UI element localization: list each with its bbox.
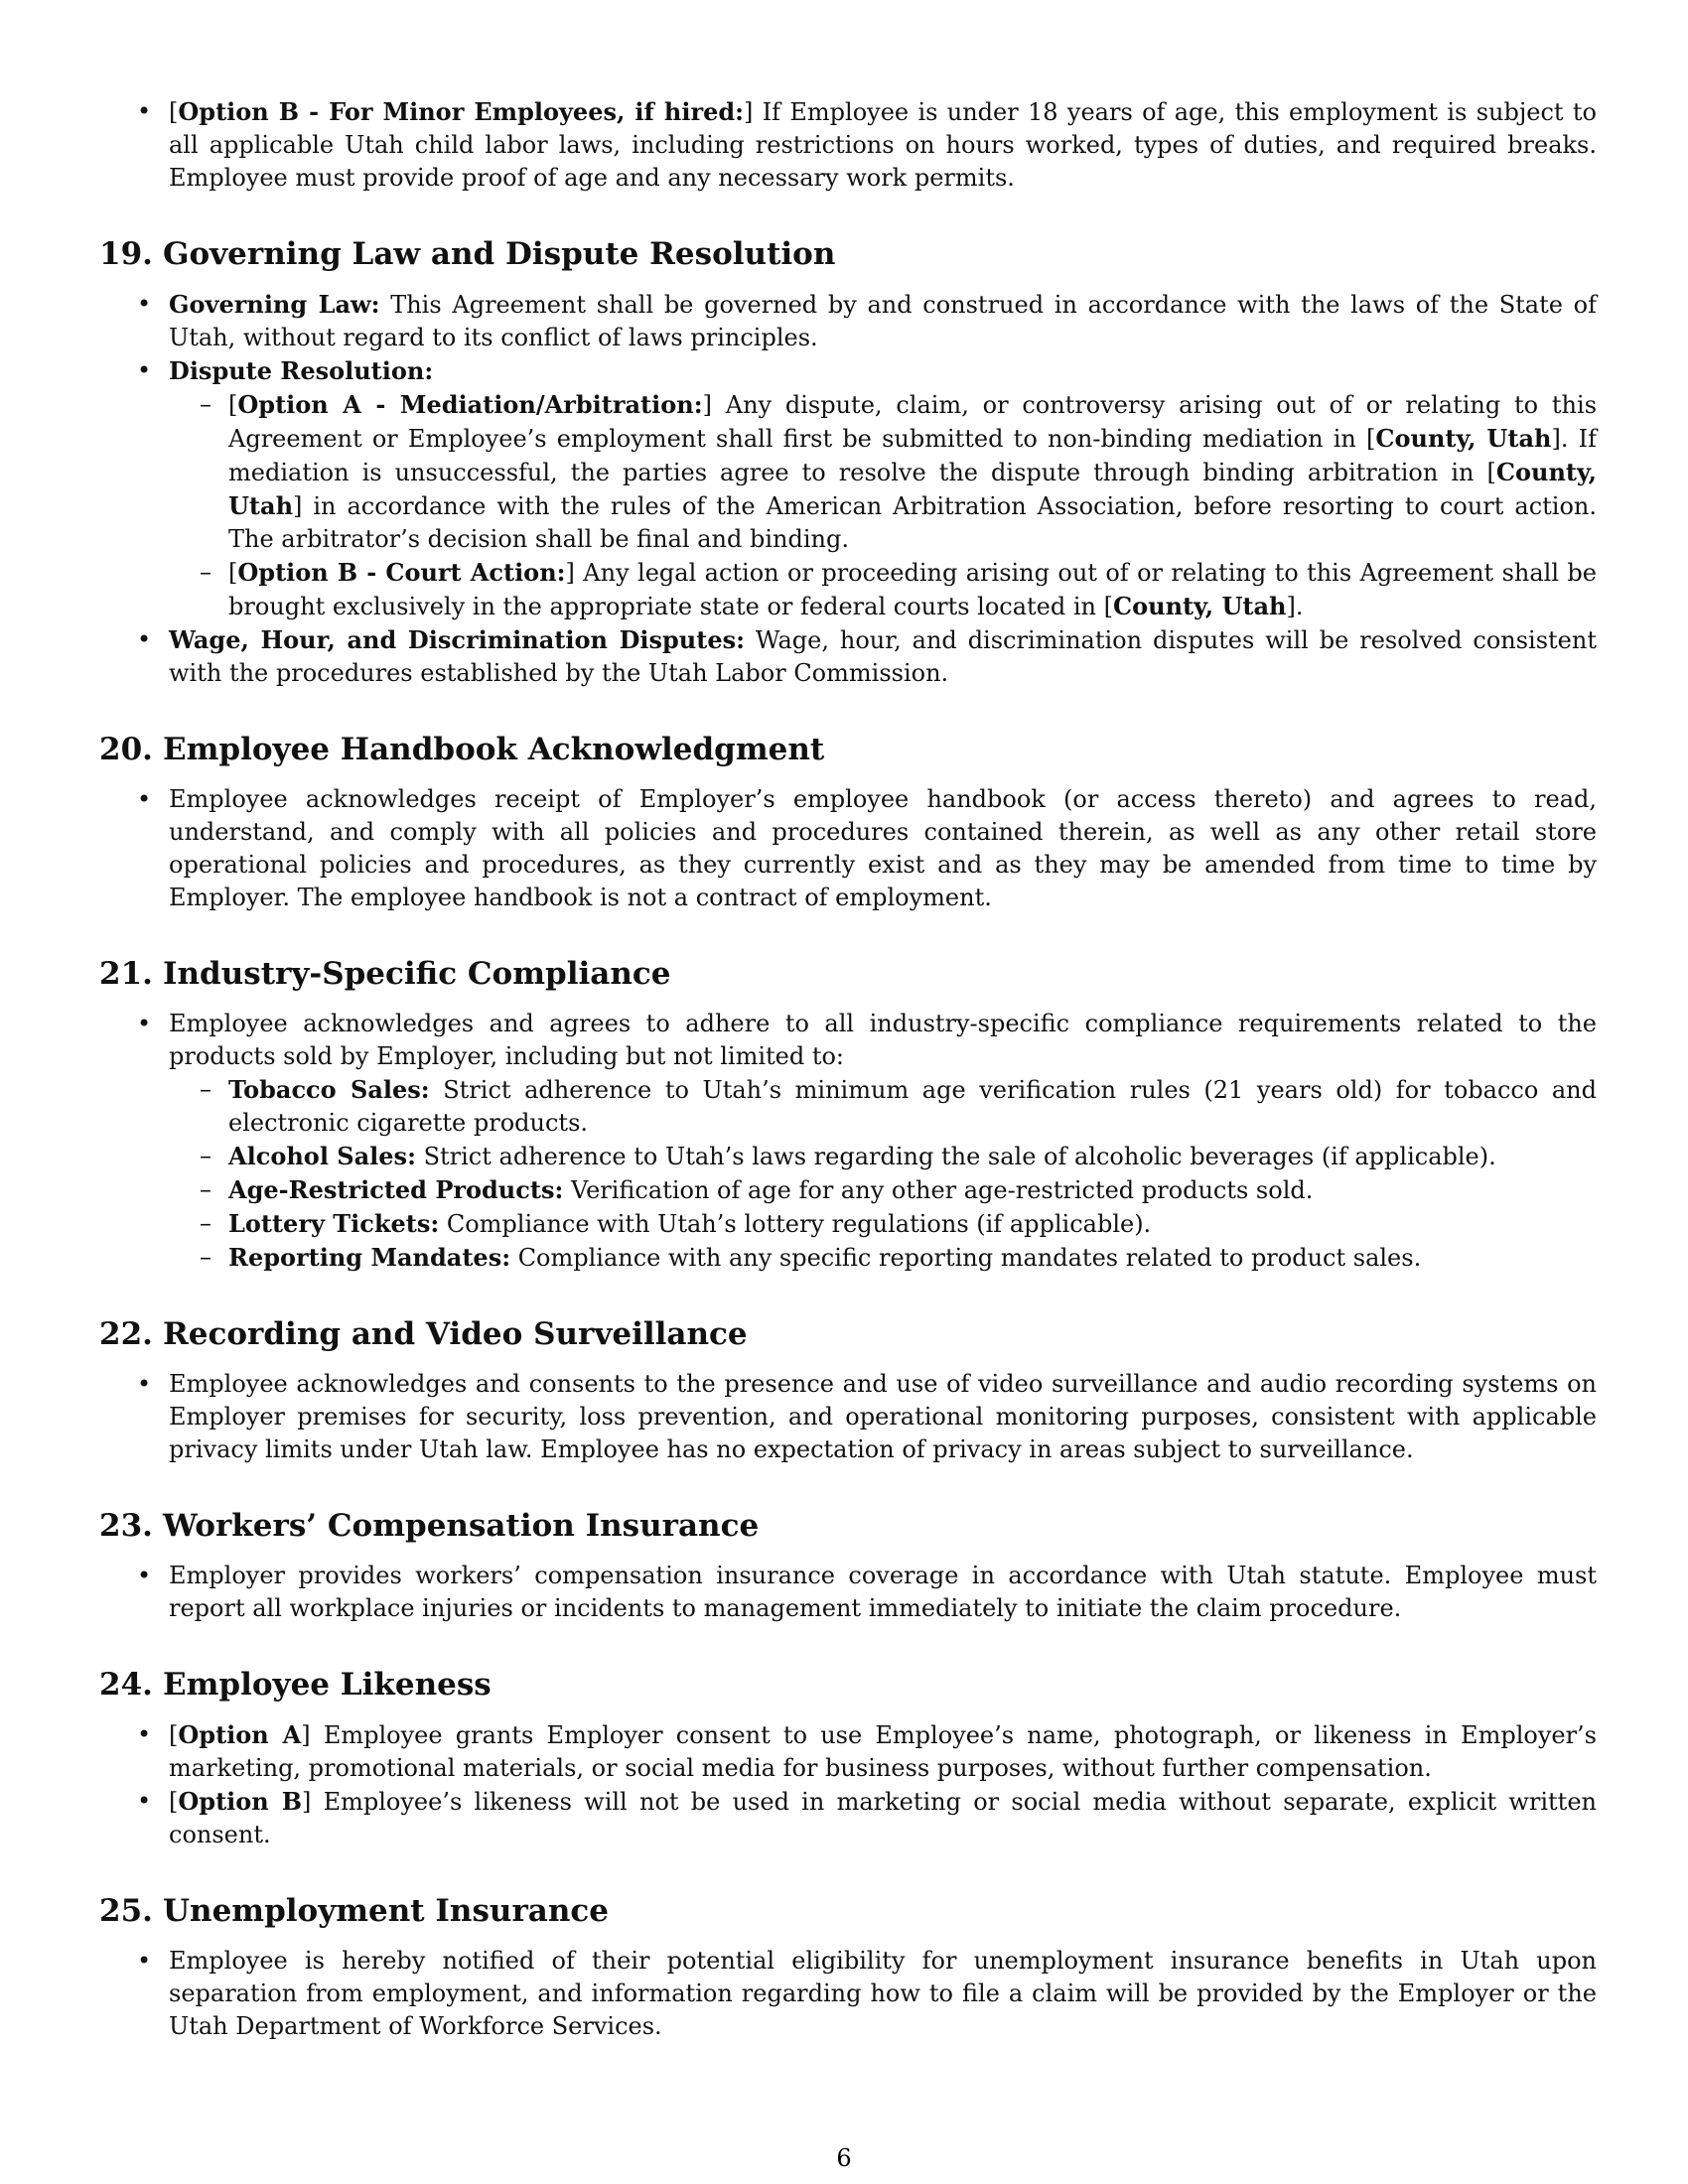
court-action-option: – [Option B - Court Action:] Any legal action or proceeding arising out of or relating to this Agreement shall be brought exclusively in the appropriate state or federal courts located in [County, Utah]. (169, 556, 1597, 623)
tobacco-sales-item: – Tobacco Sales: Strict adherence to Utah’s minimum age verification rules (21 years old) for tobacco and electronic cigarette products. (169, 1073, 1597, 1140)
section-21-heading: 21. Industry-Specific Compliance (99, 956, 671, 992)
workers-comp-item: • Employer provides workers’ compensation insurance coverage in accordance with Utah statute. Employee must report all workplace injuries or incidents to management immediately to initiate the claim procedure. (99, 1560, 1597, 1625)
section-24-list (99, 1718, 1597, 1851)
section-25-heading: 25. Unemployment Insurance (99, 1893, 610, 1929)
unemployment-item: • Employee is hereby notified of their potential eligibility for unemployment insurance benefits in Utah upon separation from employment, and information regarding how to file a claim will be provided by the Employer or the Utah Department of Workforce Services. (99, 1945, 1597, 2043)
document-page (99, 95, 1597, 2043)
section-22-heading: 22. Recording and Video Surveillance (99, 1316, 748, 1352)
reporting-mandates-item: – Reporting Mandates: Compliance with any specific reporting mandates related to product sales. (169, 1241, 1597, 1275)
section-25-list (99, 1945, 1597, 2043)
section-24-heading: 24. Employee Likeness (99, 1667, 492, 1703)
mediation-arbitration-option: – [Option A - Mediation/Arbitration:] Any dispute, claim, or controversy arising out of or relating to this Agreement or Employee’s employment shall first be submitted to non-binding mediation in [County, Utah]. If mediation is unsuccessful, the parties agree to resolve the dispute through binding arbitration in [County, Utah] in accordance with the rules of the American Arbitration Association, before resorting to court action. The arbitrator’s decision shall be final and binding. (169, 388, 1597, 556)
lottery-tickets-item: – Lottery Tickets: Compliance with Utah’s lottery regulations (if applicable). (169, 1207, 1597, 1241)
minor-employees-option: • [Option B - For Minor Employees, if hired:] If Employee is under 18 years of age, this employment is subject to all applicable Utah child labor laws, including restrictions on hours worked, types of duties, and required breaks. Employee must provide proof of age and any necessary work permits. (99, 95, 1597, 195)
section-22-list (99, 1368, 1597, 1466)
surveillance-item: • Employee acknowledges and consents to the presence and use of video surveillance and audio recording systems on Employer premises for security, loss prevention, and operational monitoring purposes, consistent with applicable privacy limits under Utah law. Employee has no expectation of privacy in areas subject to surveillance. (99, 1368, 1597, 1466)
section-20-list (99, 783, 1597, 914)
section-19-heading: 19. Governing Law and Dispute Resolution (99, 236, 836, 272)
section-23-heading: 23. Workers’ Compensation Insurance (99, 1508, 760, 1544)
age-restricted-item: – Age-Restricted Products: Verification of age for any other age-restricted products sold. (169, 1173, 1597, 1207)
handbook-item: • Employee acknowledges receipt of Employer’s employee handbook (or access thereto) and agrees to read, understand, and comply with all policies and procedures contained therein, as well as any other retail store operational policies and procedures, as they currently exist and as they may be amended from time to time by Employer. The employee handbook is not a contract of employment. (99, 783, 1597, 914)
page-number: 6 (836, 2144, 852, 2172)
likeness-option-b: • [Option B] Employee’s likeness will not be used in marketing or social media without separate, explicit written consent. (99, 1785, 1597, 1851)
likeness-option-a: • [Option A] Employee grants Employer consent to use Employee’s name, photograph, or likeness in Employer’s marketing, promotional materials, or social media for business purposes, without further compensation. (99, 1718, 1597, 1785)
compliance-sublist (169, 1073, 1597, 1275)
section-23-list (99, 1560, 1597, 1625)
wage-disputes-item: • Wage, Hour, and Discrimination Disputes: Wage, hour, and discrimination disputes will be resolved consistent with the procedures established by the Utah Labor Commission. (99, 623, 1597, 690)
alcohol-sales-item: – Alcohol Sales: Strict adherence to Utah’s laws regarding the sale of alcoholic beverages (if applicable). (169, 1140, 1597, 1173)
section-18-continued (99, 95, 1597, 195)
section-20-heading: 20. Employee Handbook Acknowledgment (99, 732, 825, 767)
governing-law-item: • Governing Law: This Agreement shall be governed by and construed in accordance with the laws of the State of Utah, without regard to its conflict of laws principles. (99, 288, 1597, 354)
section-21-list (99, 1008, 1597, 1275)
section-19-list (99, 288, 1597, 690)
compliance-item: • Employee acknowledges and agrees to adhere to all industry-specific compliance requirements related to the products sold by Employer, including but not limited to: – Tobacco Sales: Strict adherence to Utah’s minimum age verification rules (21 years old) for tobacco and electronic cigarette products. – Alcohol Sales: Strict adherence to Utah’s laws regarding the sale of alcoholic beverages (if applicable). – Age-Restricted Products: Verification of age for any other age-restricted products sold. – Lottery Tickets: Compliance with Utah’s lottery regulations (if applicable). – Reporting Mandates: Compliance with any specific reporting mandates related to product sales. (99, 1008, 1597, 1275)
dispute-options-list (169, 388, 1597, 623)
dispute-resolution-item: • Dispute Resolution: – [Option A - Mediation/Arbitration:] Any dispute, claim, or controversy arising out of or relating to this Agreement or Employee’s employment shall first be submitted to non-binding mediation in [County, Utah]. If mediation is unsuccessful, the parties agree to resolve the dispute through binding arbitration in [County, Utah] in accordance with the rules of the American Arbitration Association, before resorting to court action. The arbitrator’s decision shall be final and binding. – [Option B - Court Action:] Any legal action or proceeding arising out of or relating to this Agreement shall be brought exclusively in the appropriate state or federal courts located in [County, Utah]. (99, 354, 1597, 623)
